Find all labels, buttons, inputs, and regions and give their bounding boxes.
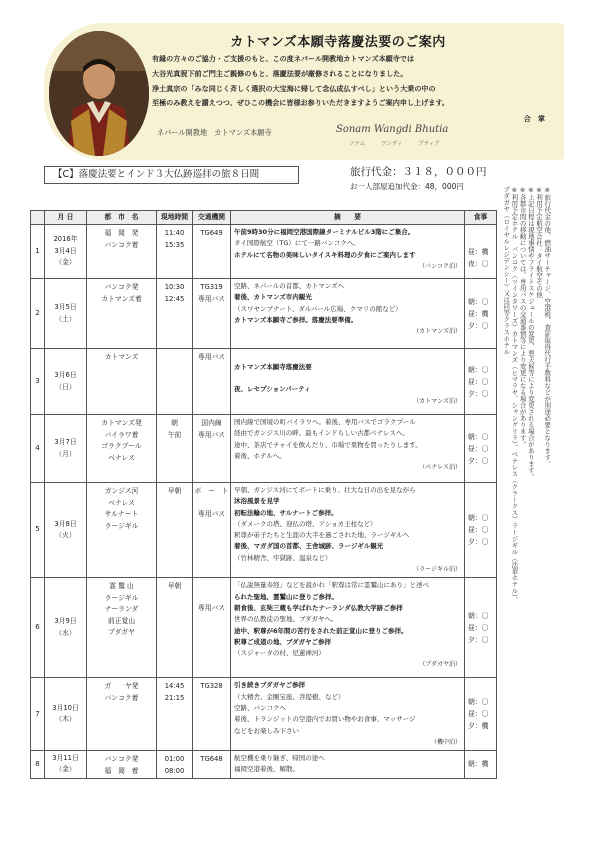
date-line: （土）	[55, 314, 76, 323]
transport-line: TG319	[200, 283, 223, 291]
time-line: 15:35	[164, 240, 185, 249]
table-row	[31, 225, 497, 279]
intro-text	[152, 52, 557, 123]
transport-line: ボ ー ト	[194, 487, 229, 495]
city-line: ベナレス	[108, 453, 135, 462]
transport-cell	[193, 751, 231, 779]
itinerary-table	[30, 210, 497, 779]
meals-cell	[465, 678, 497, 751]
summary-line: 国内線で国境の町バイラワへ。着後、専用バスでゴラクプール	[234, 418, 416, 426]
summary-line: （ダメークの塔、迎仏の塔、アショカ王柱など）	[234, 519, 377, 528]
summary-line: 着後、マガダ国の首都、王舎城跡、ラージギル観光	[234, 542, 384, 551]
header-summary: 摘 要	[231, 211, 465, 225]
meals-cell	[465, 225, 497, 279]
stay-location: （カトマンズ泊）	[413, 328, 461, 336]
summary-line: タイ国際航空（TG）にて一路バンコクへ。	[234, 239, 360, 248]
note-line: ※旅行代金の他、燃油サーチャージ、空港税、査証取得代行手数料などが別途必要となります。	[543, 186, 552, 467]
portrait-image	[49, 31, 149, 156]
summary-line: （スワヤンブナート、ダルバール広場、クマリの館など）	[234, 304, 402, 313]
signature-organization: ネパール開教地 カトマンズ本願寺	[157, 128, 272, 137]
notes-column	[502, 186, 551, 826]
date-cell	[45, 349, 87, 415]
signature-name: Sonam Wangdi Bhutia	[336, 124, 449, 135]
meal-line: 朝：〇	[468, 432, 489, 441]
city-line: ラージギル	[104, 593, 139, 602]
meal-line: 朝：〇	[468, 514, 489, 523]
date-line: （水）	[55, 628, 76, 637]
summary-cell	[231, 279, 465, 349]
transport-cell	[193, 415, 231, 483]
summary-line: 午前9時30分に福岡空港国際線ターミナルビル3階にご集合。	[234, 228, 415, 236]
row-number: 5	[31, 483, 45, 578]
date-line: 3月10日	[52, 703, 79, 712]
row-number: 3	[31, 349, 45, 415]
note-line: ※利用予定ホテル バンコク（ツインタワーズ）カトマンズ（ヒマラヤ、シャングリラ）、ベナレス（クラークス）ラージギル（法華ホテル）、	[510, 186, 519, 604]
transport-line: 専用バス	[197, 430, 226, 439]
summary-line	[234, 373, 461, 384]
table-row	[31, 678, 497, 751]
stay-location: （ベナレス泊）	[419, 464, 461, 472]
date-line: 2016年	[53, 235, 78, 244]
monk-portrait	[49, 31, 149, 156]
signature-kana: ソナム ワンディ ブティア	[349, 141, 440, 147]
summary-cell	[231, 578, 465, 678]
date-line: 3月7日	[54, 438, 77, 446]
time-cell	[157, 349, 193, 415]
stay-location: （カトマンズ泊）	[413, 397, 461, 405]
summary-line: カトマンズ本願寺落慶法要	[234, 363, 312, 371]
summary-line: 途中、茶店でチャイを飲んだり、市場で果物を買ったりします。	[234, 440, 422, 449]
time-line: 朝	[171, 419, 178, 427]
city-line: 福 岡 発	[104, 229, 139, 237]
table-header-row	[31, 211, 497, 225]
city-cell	[87, 415, 157, 483]
meal-line: 夕：〇	[468, 456, 489, 465]
summary-line: 初転法輪の地、サルナートご参拝。	[234, 508, 338, 517]
date-cell	[45, 483, 87, 578]
row-number: 2	[31, 279, 45, 349]
date-line: （金）	[55, 765, 76, 774]
meal-line: 昼：〇	[468, 623, 489, 632]
header-city: 都 市 名	[87, 211, 157, 225]
city-line: ゴラクプール	[101, 442, 142, 450]
transport-line	[193, 581, 230, 592]
intro-line: 有縁の方々のご協力・ご支援のもと、この度ネパール開教地カトマンズ本願寺では	[152, 54, 415, 63]
city-line: バンコク発	[104, 755, 139, 764]
transport-line	[193, 498, 230, 509]
meal-line: 昼：機	[468, 309, 489, 318]
summary-cell	[231, 225, 465, 279]
meal-line: 夕：〇	[468, 538, 489, 547]
stay-location: （ブダガヤ泊）	[419, 661, 461, 669]
time-line: 10:30	[164, 283, 185, 291]
date-line: （火）	[55, 531, 76, 540]
date-cell	[45, 225, 87, 279]
meal-line: 昼：機	[468, 247, 489, 256]
tour-title: 【C】落慶法要とインド３大仏跡巡拝の旅８日間	[44, 166, 299, 184]
meals-cell	[465, 483, 497, 578]
single-supplement: お一人部屋追加代金：48，000円	[350, 182, 464, 191]
transport-line: TG649	[200, 229, 223, 237]
city-line: ベナレス	[108, 498, 135, 507]
note-line: ブダガヤ（ロイヤルレジデンシー）又は同等クラスホテル	[502, 186, 511, 355]
meals-cell	[465, 751, 497, 779]
header-time: 現地時間	[157, 211, 193, 225]
meal-line: 昼：〇	[468, 526, 489, 535]
city-line: ナーランダ	[104, 605, 139, 614]
city-line: カトマンズ着	[101, 294, 142, 303]
header-meals: 食事	[465, 211, 497, 225]
city-line: ブダガヤ	[108, 628, 135, 637]
summary-line	[234, 351, 461, 362]
summary-line: 途中、釈尊が6年間の苦行をされた前正覚山に登りご参拝。	[234, 626, 408, 635]
date-line: 3月5日	[54, 303, 77, 311]
transport-line: TG328	[200, 682, 223, 691]
meal-line: 朝：〇	[468, 365, 489, 374]
time-cell	[157, 578, 193, 678]
city-cell	[87, 483, 157, 578]
meals-cell	[465, 415, 497, 483]
date-line: （月）	[55, 449, 76, 458]
city-cell	[87, 279, 157, 349]
time-cell	[157, 415, 193, 483]
summary-line: 福岡空港着後、解散。	[234, 765, 299, 774]
summary-line: 航空機を乗り継ぎ、帰国の途へ	[234, 754, 325, 763]
meal-line: 朝：〇	[468, 698, 489, 707]
summary-line: 空路、ネパールの首都、カトマンズへ	[234, 282, 345, 290]
row-number: 8	[31, 751, 45, 779]
header-transport: 交通機関	[193, 211, 231, 225]
transport-cell	[193, 225, 231, 279]
summary-line: 着後、カトマンズ市内観光	[234, 293, 312, 302]
row-number: 6	[31, 578, 45, 678]
time-line: 11:40	[164, 229, 185, 237]
city-cell	[87, 678, 157, 751]
summary-line: 早朝、ガンジス河にてボートに乗り、壮大な日の出を見ながら	[234, 486, 416, 494]
header-date: 月 日	[45, 211, 87, 225]
time-cell	[157, 225, 193, 279]
transport-line: 専用バス	[197, 294, 226, 303]
summary-cell	[231, 751, 465, 779]
time-line: 早朝	[167, 487, 182, 495]
city-cell	[87, 578, 157, 678]
summary-line: 引き続きブダガヤご参拝	[234, 681, 306, 690]
transport-cell	[193, 279, 231, 349]
meal-line: 夕：〇	[468, 389, 489, 398]
time-line: 21:15	[164, 693, 185, 702]
stay-location: （機中泊）	[430, 738, 461, 746]
summary-line: （竹林精舎、牢獄跡、温泉など）	[234, 553, 332, 562]
transport-line: 専用バス	[197, 509, 226, 518]
meals-cell	[465, 578, 497, 678]
city-line: バンコク発	[104, 283, 139, 291]
date-cell	[45, 578, 87, 678]
date-line: 3月8日	[54, 519, 77, 528]
city-cell	[87, 349, 157, 415]
summary-line: 沐浴風景を見学	[234, 497, 280, 506]
tour-price: 旅行代金：３１８，０００円	[350, 166, 487, 178]
summary-line: 「仏説無量寿経」などを説かれ「釈尊は常に霊鷲山にあり」と述べ	[234, 581, 429, 590]
date-cell	[45, 279, 87, 349]
summary-line: 釈尊が弟子たちと生涯の大半を過ごされた地、ラージギルへ	[234, 531, 410, 540]
transport-line: 専用バス	[197, 604, 226, 613]
transport-line: TG648	[200, 755, 223, 764]
meal-line	[468, 234, 496, 246]
meal-line: 昼：〇	[468, 710, 489, 719]
city-line: カトマンズ発	[101, 419, 142, 427]
summary-cell	[231, 678, 465, 751]
meal-line: 昼：〇	[468, 377, 489, 386]
summary-line: 釈尊ご成道の地、ブダガヤご参拝	[234, 637, 332, 646]
date-line: 3月6日	[54, 371, 77, 379]
city-line: ガンジス河	[104, 487, 139, 495]
summary-cell	[231, 483, 465, 578]
meals-cell	[465, 349, 497, 415]
summary-line: ホテルにて名物の美味しいタイスキ料理の夕食にご案内します	[234, 250, 416, 259]
time-line: 12:45	[164, 294, 185, 303]
intro-line: 大谷光真猊下前ご門主ご親修のもと、落慶法要が厳修されることになりました。	[152, 68, 408, 78]
city-line: ガ ヤ発	[104, 682, 139, 691]
transport-cell	[193, 578, 231, 678]
date-cell	[45, 678, 87, 751]
date-cell	[45, 751, 87, 779]
row-number: 7	[31, 678, 45, 751]
summary-line: （スジャータの村、尼蓮禅河）	[234, 649, 325, 658]
meal-line: 朝：〇	[468, 611, 489, 620]
table-row	[31, 751, 497, 779]
table-row	[31, 483, 497, 578]
transport-cell	[193, 678, 231, 751]
note-line: ※各都市間の移動については、専用バスの交通事情等により変更になる場合があります。	[518, 186, 527, 448]
city-line: バンコク着	[104, 693, 139, 702]
time-cell	[157, 279, 193, 349]
city-line: カトマンズ	[104, 353, 139, 361]
city-cell	[87, 225, 157, 279]
date-line: 3月4日	[54, 246, 77, 255]
transport-cell	[193, 349, 231, 415]
intro-line: 至極のみ教えを讃えつつ、ぜひこの機会に皆様お参りいただきますようご案内申し上げます。	[152, 98, 449, 108]
city-line: 霊 鷲 山	[109, 582, 134, 591]
stay-location: （バンコク泊）	[418, 262, 461, 270]
table-row	[31, 578, 497, 678]
transport-line: 国内線	[201, 419, 222, 427]
city-line: サルナート	[104, 510, 139, 518]
time-line: 早朝	[167, 582, 182, 591]
meal-line: 夜：〇	[468, 259, 489, 268]
time-cell	[157, 751, 193, 779]
summary-line: られた聖地、霊鷲山に登りご参拝。	[234, 592, 338, 601]
summary-cell	[231, 415, 465, 483]
date-line: （金）	[55, 258, 76, 267]
stay-location: （ラージギル泊）	[413, 566, 461, 574]
gassho-text: 合 掌	[523, 114, 545, 123]
city-line: 福 岡 着	[104, 766, 139, 775]
summary-line: 夜、レセプションパーティ	[234, 385, 311, 394]
table-row	[31, 279, 497, 349]
date-cell	[45, 415, 87, 483]
table-row	[31, 349, 497, 415]
date-line: 3月9日	[54, 617, 77, 626]
note-line: ※上記日程は現地事情やフライトスケジュールの変更、悪天候等により変更される場合があります。	[526, 186, 535, 480]
summary-line: 朝食後、玄奘三蔵も学ばれたナーランダ仏教大学跡ご参拝	[234, 603, 403, 612]
time-line: 14:45	[164, 682, 185, 691]
row-number: 1	[31, 225, 45, 279]
header-no	[31, 211, 45, 225]
summary-line: 着後、ホテルへ。	[234, 451, 286, 460]
summary-line: 着後、トランジットの空港内でお買い物やお食事、マッサージ	[234, 715, 416, 724]
city-line: 前正覚山	[107, 616, 136, 625]
date-line: （木）	[55, 715, 76, 724]
time-cell	[157, 483, 193, 578]
date-line: 3月11日	[52, 753, 79, 762]
city-line: バイラワ着	[104, 430, 139, 439]
summary-line: 世界の仏教徒の聖地、ブダガヤへ。	[234, 615, 338, 624]
meal-line: 朝：機	[468, 760, 489, 769]
time-line: 午前	[167, 430, 182, 439]
row-number: 4	[31, 415, 45, 483]
page-title: カトマンズ本願寺落慶法要のご案内	[230, 35, 446, 50]
date-line: （日）	[55, 382, 76, 391]
transport-cell	[193, 483, 231, 578]
time-cell	[157, 678, 193, 751]
meal-line: 夕：〇	[468, 321, 489, 330]
meal-line: 朝：〇	[468, 297, 489, 306]
city-cell	[87, 751, 157, 779]
meal-line: 夕：機	[468, 722, 489, 731]
intro-line: 浄土真宗の「みな同じく斉しく選択の大宝海に帰して念仏成仏すべし」という大乗の中の	[152, 83, 436, 93]
city-line: バンコク着	[104, 240, 139, 249]
summary-line: カトマンズ本願寺ご参拝。落慶法要準備。	[234, 315, 358, 324]
meal-line: 昼：〇	[468, 444, 489, 453]
summary-line: などをお楽しみ下さい	[234, 726, 299, 735]
summary-line: 空路、バンコクへ	[234, 703, 286, 712]
meal-line: 夕：〇	[468, 635, 489, 644]
transport-line	[193, 592, 230, 603]
time-line: 01:00	[164, 755, 185, 764]
summary-cell	[231, 349, 465, 415]
city-line: ラージギル	[104, 521, 139, 530]
note-line: ※利用予定航空会社：タイ航空その他	[535, 186, 544, 298]
table-row	[31, 415, 497, 483]
transport-line: 専用バス	[197, 353, 226, 361]
summary-line: 経由でガンジス川の畔、最もインドらしい古都ベナレスへ。	[234, 429, 409, 438]
summary-line: （大精舎、金剛宝座、菩提樹、など）	[234, 692, 345, 701]
meals-cell	[465, 279, 497, 349]
time-line: 08:00	[164, 766, 185, 775]
